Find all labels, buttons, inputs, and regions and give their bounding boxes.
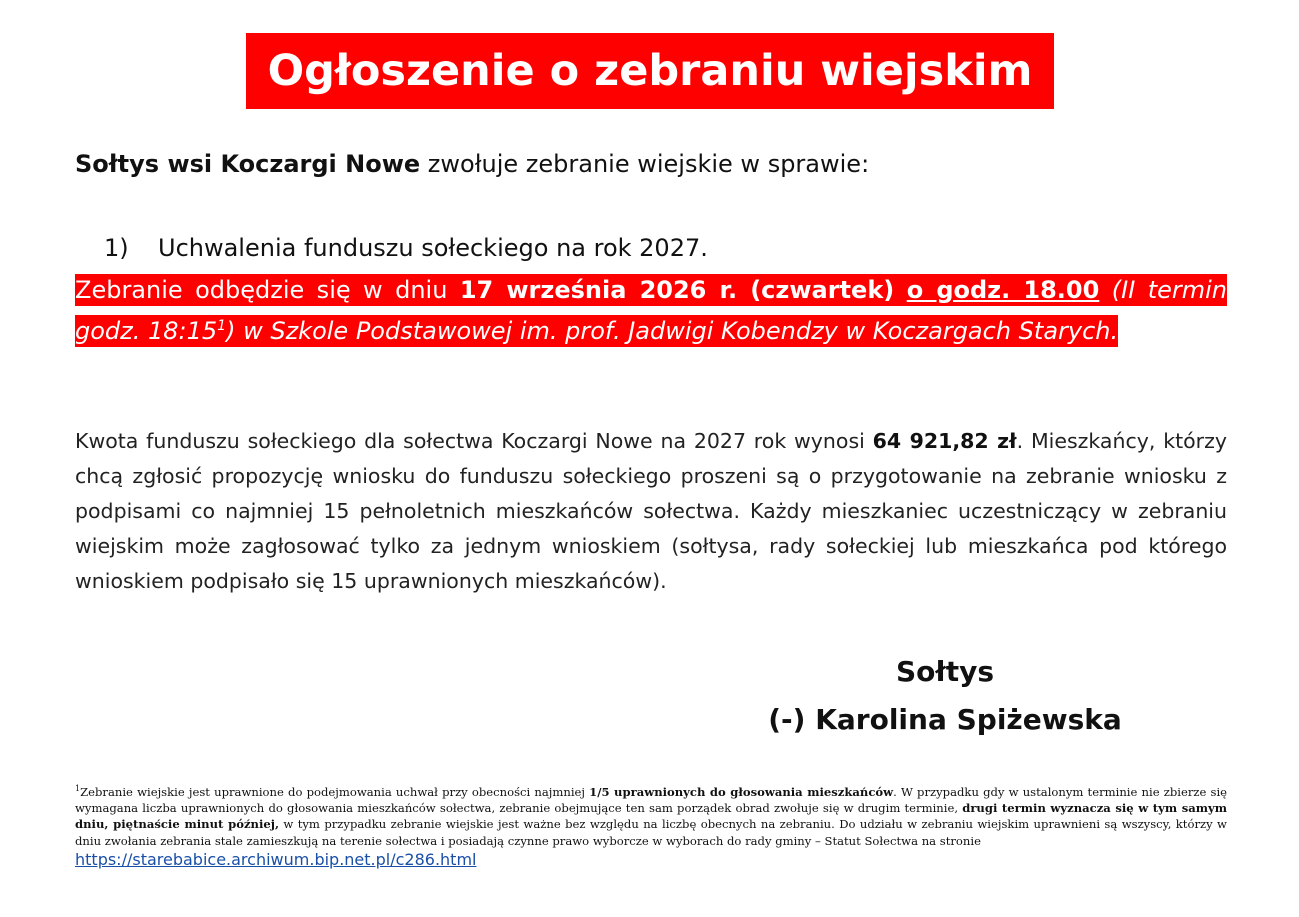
meeting-second-term: (II termin godz. 18:15 — [75, 276, 1227, 345]
agenda-number: 1) — [104, 234, 129, 262]
meeting-highlight — [75, 274, 1227, 347]
intro-bold: Sołtys wsi Koczargi Nowe — [75, 150, 421, 178]
fund-text-1: Kwota funduszu sołeckiego dla sołectwa Koczargi Nowe na 2027 rok wynosi — [75, 429, 873, 453]
agenda-text: Uchwalenia funduszu sołeckiego na rok 2027. — [158, 234, 708, 262]
meeting-space-2 — [1099, 276, 1111, 304]
footnote-text-2: . W przypadku gdy w ustalonym terminie nie zbierze się wymagana liczba uprawnionych do głosowania mieszkańców sołectwa, zebranie obejmujące ten sam porządek obrad zwołuje się w drugim terminie, — [75, 785, 1228, 816]
footnote-ref: 1 — [217, 318, 227, 334]
meeting-intro: Zebranie odbędzie się w dniu — [75, 276, 460, 304]
signature-name: (-) Karolina Spiżewska — [768, 703, 1122, 736]
meeting-place: ) w Szkole Podstawowej im. prof. Jadwigi Kobendzy w Koczargach Starych. — [226, 317, 1119, 345]
intro-rest: zwołuje zebranie wiejskie w sprawie: — [420, 150, 870, 178]
agenda-item — [104, 230, 708, 266]
intro-paragraph — [75, 146, 869, 182]
footnote-text-3: w tym przypadku zebranie wiejskie jest ważne bez względu na liczbę obecnych na zebraniu. Do udziału w zebraniu wiejskim uprawnieni są wszyscy, którzy w dniu zwołania zebrania stale zamieszkują na terenie sołectwa i posiadają czynne prawo wyborcze w wyborach do rady gminy – Statut Sołectwa na stronie — [75, 817, 1227, 848]
fund-paragraph — [75, 424, 1227, 599]
footnote-bold-2: drugi termin wyznacza się w tym samym dniu, piętnaście minut później, — [75, 801, 1228, 832]
statute-link[interactable]: https://starebabice.archiwum.bip.net.pl/c286.html — [75, 849, 477, 869]
footnote-bold-1: 1/5 uprawnionych do głosowania mieszkańców — [589, 785, 894, 799]
footnote-text-1: Zebranie wiejskie jest uprawnione do podejmowania uchwał przy obecności najmniej — [80, 785, 590, 799]
footnote — [75, 784, 1227, 871]
fund-amount: 64 921,82 zł — [872, 429, 1017, 453]
meeting-details — [75, 270, 1227, 352]
footnote-marker: 1 — [75, 784, 81, 794]
signature-block — [650, 648, 1240, 744]
signature-role: Sołtys — [895, 655, 995, 688]
fund-text-2: . Mieszkańcy, którzy chcą zgłosić propozycję wniosku do funduszu sołeckiego proszeni są o przygotowanie na zebranie wniosku z podpisami co najmniej 15 pełnoletnich mieszkańców sołectwa. Każdy mieszkaniec uczestniczący w zebraniu wiejskim może zagłosować tylko za jednym wnioskiem (sołtysa, rady sołeckiej lub mieszkańca pod którego wnioskiem podpisało się 15 uprawnionych mieszkańców). — [75, 429, 1227, 593]
meeting-time-text: o godz. 18.00 — [906, 276, 1100, 304]
meeting-space-1 — [894, 276, 906, 304]
meeting-time — [907, 276, 1100, 304]
meeting-date: 17 września 2026 r. (czwartek) — [459, 276, 895, 304]
page-title: Ogłoszenie o zebraniu wiejskim — [246, 33, 1054, 109]
